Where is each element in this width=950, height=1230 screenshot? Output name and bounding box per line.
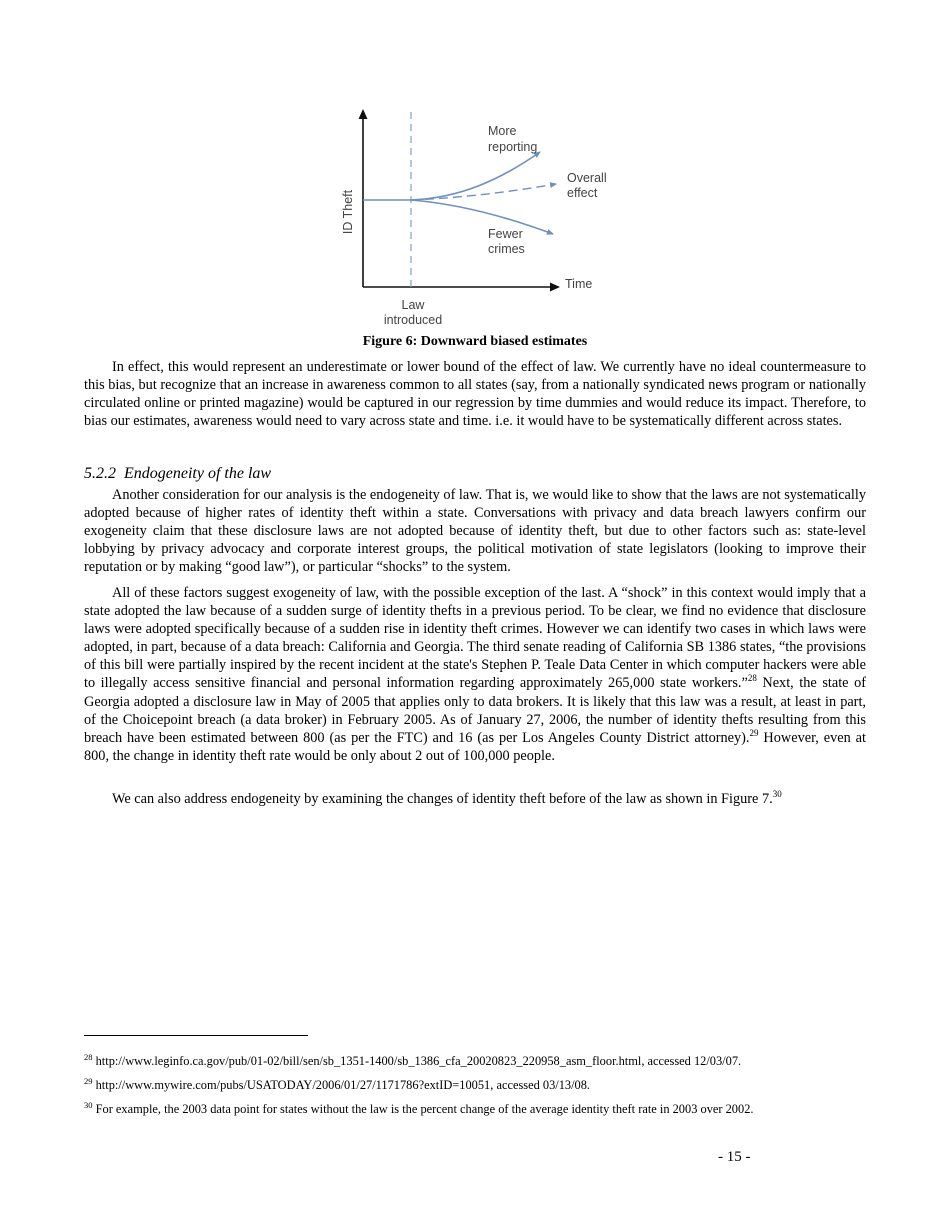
law-label-line2: introduced [383,313,443,327]
law-label-line1: Law [401,298,425,312]
y-axis-label: ID Theft [341,189,355,235]
fewer-crimes-curve [411,200,553,234]
paragraph-exogeneity-part3: However, even at 800, the change in identity theft rate would be only about 2 out of 100,000 people. [84,729,866,764]
footnote-29 [84,1073,884,1093]
x-axis-label: Time [565,277,593,291]
page-number: - 15 - [718,1149,751,1165]
overall-effect-label-line1: Overall [567,171,607,185]
x-axis-arrowhead [550,283,560,292]
more-reporting-curve [411,152,540,200]
footnote-30 [84,1097,884,1117]
footnote-ref-28[interactable]: 28 [747,673,757,684]
more-reporting-label-line2: reporting [488,140,538,154]
figure-6-diagram [330,100,620,332]
footnote-text: http://www.mywire.com/pubs/USATODAY/2006/01/27/1171786?extID=10051, accessed 03/13/08. [95,1078,591,1093]
footnote-text: http://www.leginfo.ca.gov/pub/01-02/bill/sen/sb_1351-1400/sb_1386_cfa_20020823_220958_asm_floor.html, accessed 12/03/07. [95,1054,742,1069]
section-heading [84,465,271,483]
figure-caption: Figure 6: Downward biased estimates [362,334,588,349]
footnote-number: 30 [84,1100,93,1110]
paragraph-endogeneity: Another consideration for our analysis is the endogeneity of law. That is, we would like to show that the laws are not systematically adopted because of higher rates of identity theft within a state. Conversations with privacy and data breach lawyers confirm our exogeneity claim that these disclosure laws are not adopted because of identity theft, but due to other factors such as: state-level lobbying by privacy advocacy and corporate interest groups, the political motivation of state legislators (looking to improve their reputation or by making “good law”), or particular “shocks” to the system. [84,487,866,576]
footnote-number: 29 [84,1076,93,1086]
section-number: 5.2.2 [84,465,116,482]
fewer-crimes-label-line1: Fewer [488,227,523,241]
footnote-number: 28 [84,1052,93,1062]
footnote-28 [84,1049,884,1069]
y-axis-arrowhead [359,109,368,119]
footnote-ref-30[interactable]: 30 [772,789,782,800]
paragraph-exogeneity-part2: Next, the state of Georgia adopted a disclosure law in May of 2005 that applies only to data brokers. It is likely that this law was a result, at least in part, of the Choicepoint breach (a data broker) in February 2005. As of January 27, 2006, the number of identity thefts resulting from this breach have been estimated between 800 (as per the FTC) and 16 (as per Los Angeles County District attorney). [84,675,866,746]
overall-effect-label-line2: effect [567,186,598,200]
more-reporting-label-line1: More [488,124,517,138]
fewer-crimes-label-line2: crimes [488,242,525,256]
footnote-text: For example, the 2003 data point for states without the law is the percent change of the average identity theft rate in 2003 over 2002. [95,1102,754,1117]
paragraph-exogeneity [84,584,866,765]
paragraph-figure7-reference [84,790,866,808]
section-title: Endogeneity of the law [124,465,272,482]
footnote-divider [84,1035,308,1036]
figure-6 [330,100,620,332]
paragraph-figure7-text: We can also address endogeneity by examining the changes of identity theft before of the law as shown in Figure 7. [112,791,773,807]
footnote-ref-29[interactable]: 29 [749,727,759,738]
paragraph-effect-bias: In effect, this would represent an underestimate or lower bound of the effect of law. We currently have no ideal countermeasure to this bias, but recognize that an increase in awareness common to all states (say, from a nationally syndicated news program or nationally circulated online or printed magazine) would be captured in our regression by time dummies and would reduce its impact. Therefore, to bias our estimates, awareness would need to vary across state and time. i.e. it would have to be systematically different across states. [84,359,866,430]
paragraph-exogeneity-part1: All of these factors suggest exogeneity of law, with the possible exception of the last. A “shock” in this context would imply that a state adopted the law because of a sudden surge of identity thefts in a previous period. To be clear, we find no evidence that disclosure laws were adopted specifically because of a sudden rise in identity theft crimes. However we can identify two cases in which laws were adopted, in part, because of a data breach: California and Georgia. The third senate reading of California SB 1386 states, “the provisions of this bill were partially inspired by the recent incident at the state's Stephen P. Teale Data Center in which computer hackers were able to illegally access sensitive financial and personal information regarding approximately 265,000 state workers.” [84,585,866,692]
